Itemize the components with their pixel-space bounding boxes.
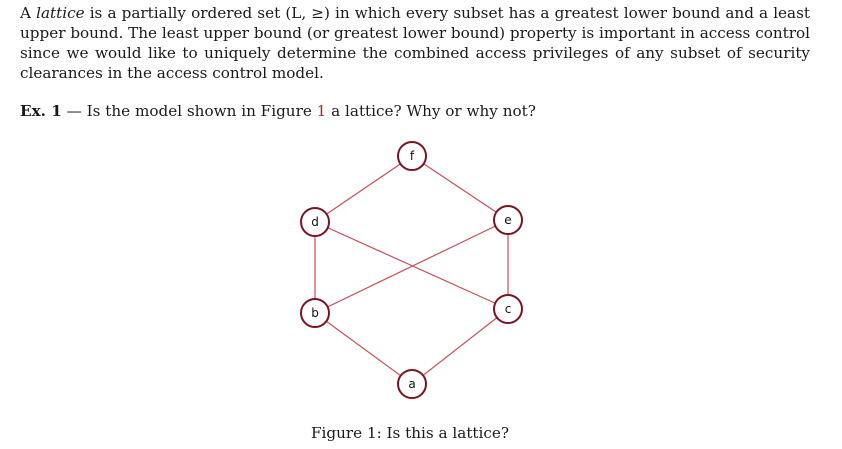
edges-layer — [315, 156, 508, 384]
exercise-dash: — — [61, 102, 87, 120]
exercise-question-after: a lattice? Why or why not? — [326, 102, 536, 120]
node-a-label: a — [408, 377, 416, 391]
node-f-label: f — [409, 149, 415, 163]
edge-e-b — [315, 220, 508, 313]
node-d — [301, 208, 329, 236]
nodes-layer — [301, 142, 522, 398]
para-body: is a partially ordered set (L, ≥) in which every subset has a greatest lower bound and a least upper bound. The least upper bound (or greatest lower bound) property is important in access control since we would like to uniquely determine the combined access privileges of any subset of security clearances in the access control model. — [20, 4, 811, 82]
exercise-label: Ex. 1 — [20, 102, 62, 120]
edge-b-a — [315, 313, 412, 384]
node-c — [494, 295, 522, 323]
node-e — [494, 206, 522, 234]
node-b — [301, 299, 329, 327]
node-e-label: e — [504, 213, 512, 227]
edge-d-c — [315, 222, 508, 309]
figure-reference-link[interactable]: 1 — [316, 102, 327, 120]
node-a — [398, 370, 426, 398]
edge-f-e — [412, 156, 508, 220]
term-lattice: lattice — [36, 4, 85, 22]
edge-c-a — [412, 309, 508, 384]
node-d-label: d — [311, 215, 319, 229]
edge-f-d — [315, 156, 412, 222]
node-f — [398, 142, 426, 170]
figure-caption: Figure 1: Is this a lattice? — [310, 424, 510, 442]
node-c-label: c — [504, 302, 512, 316]
para-intro: A — [20, 4, 37, 22]
exercise-question-before: Is the model shown in Figure — [86, 102, 317, 120]
node-b-label: b — [311, 306, 319, 320]
